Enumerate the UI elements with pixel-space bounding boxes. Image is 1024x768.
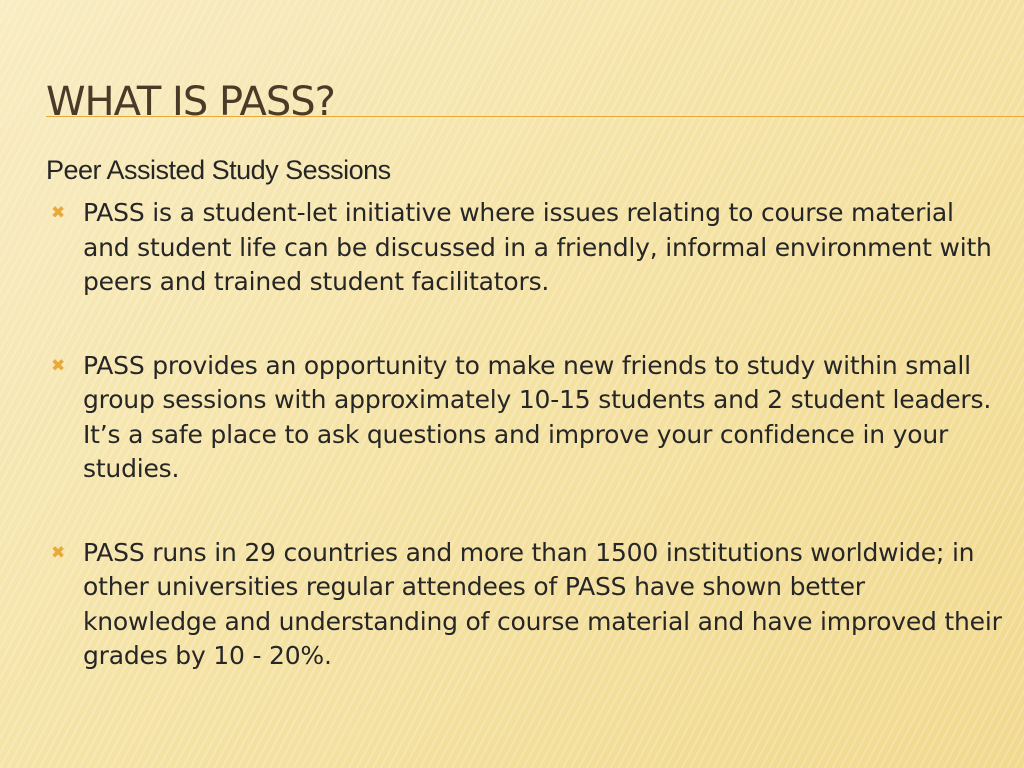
slide-subtitle: Peer Assisted Study Sessions [46,155,391,185]
title-divider [46,116,1024,117]
bullet-text: PASS runs in 29 countries and more than 1500 institutions worldwide; in other universities regular attendees of PASS have shown better knowledge and understanding of course material and have improved their grades by 10 - 20%. [83,537,1002,670]
bullet-list [46,196,1006,674]
cross-bullet-icon: ✖ [51,542,66,563]
bullet-text: PASS is a student-let initiative where issues relating to course material and student life can be discussed in a friendly, informal environment with peers and trained student facilitators. [83,198,992,296]
bullet-item [46,196,1006,300]
bullet-item [46,349,1006,487]
bullet-item [46,536,1006,674]
slide-title: WHAT IS PASS? [46,79,335,125]
bullet-text: PASS provides an opportunity to make new friends to study within small group sessions with approximately 10-15 students and 2 student leaders. It’s a safe place to ask questions and improve your confidence in your studies. [83,350,992,483]
cross-bullet-icon: ✖ [51,355,66,376]
cross-bullet-icon: ✖ [51,203,66,223]
